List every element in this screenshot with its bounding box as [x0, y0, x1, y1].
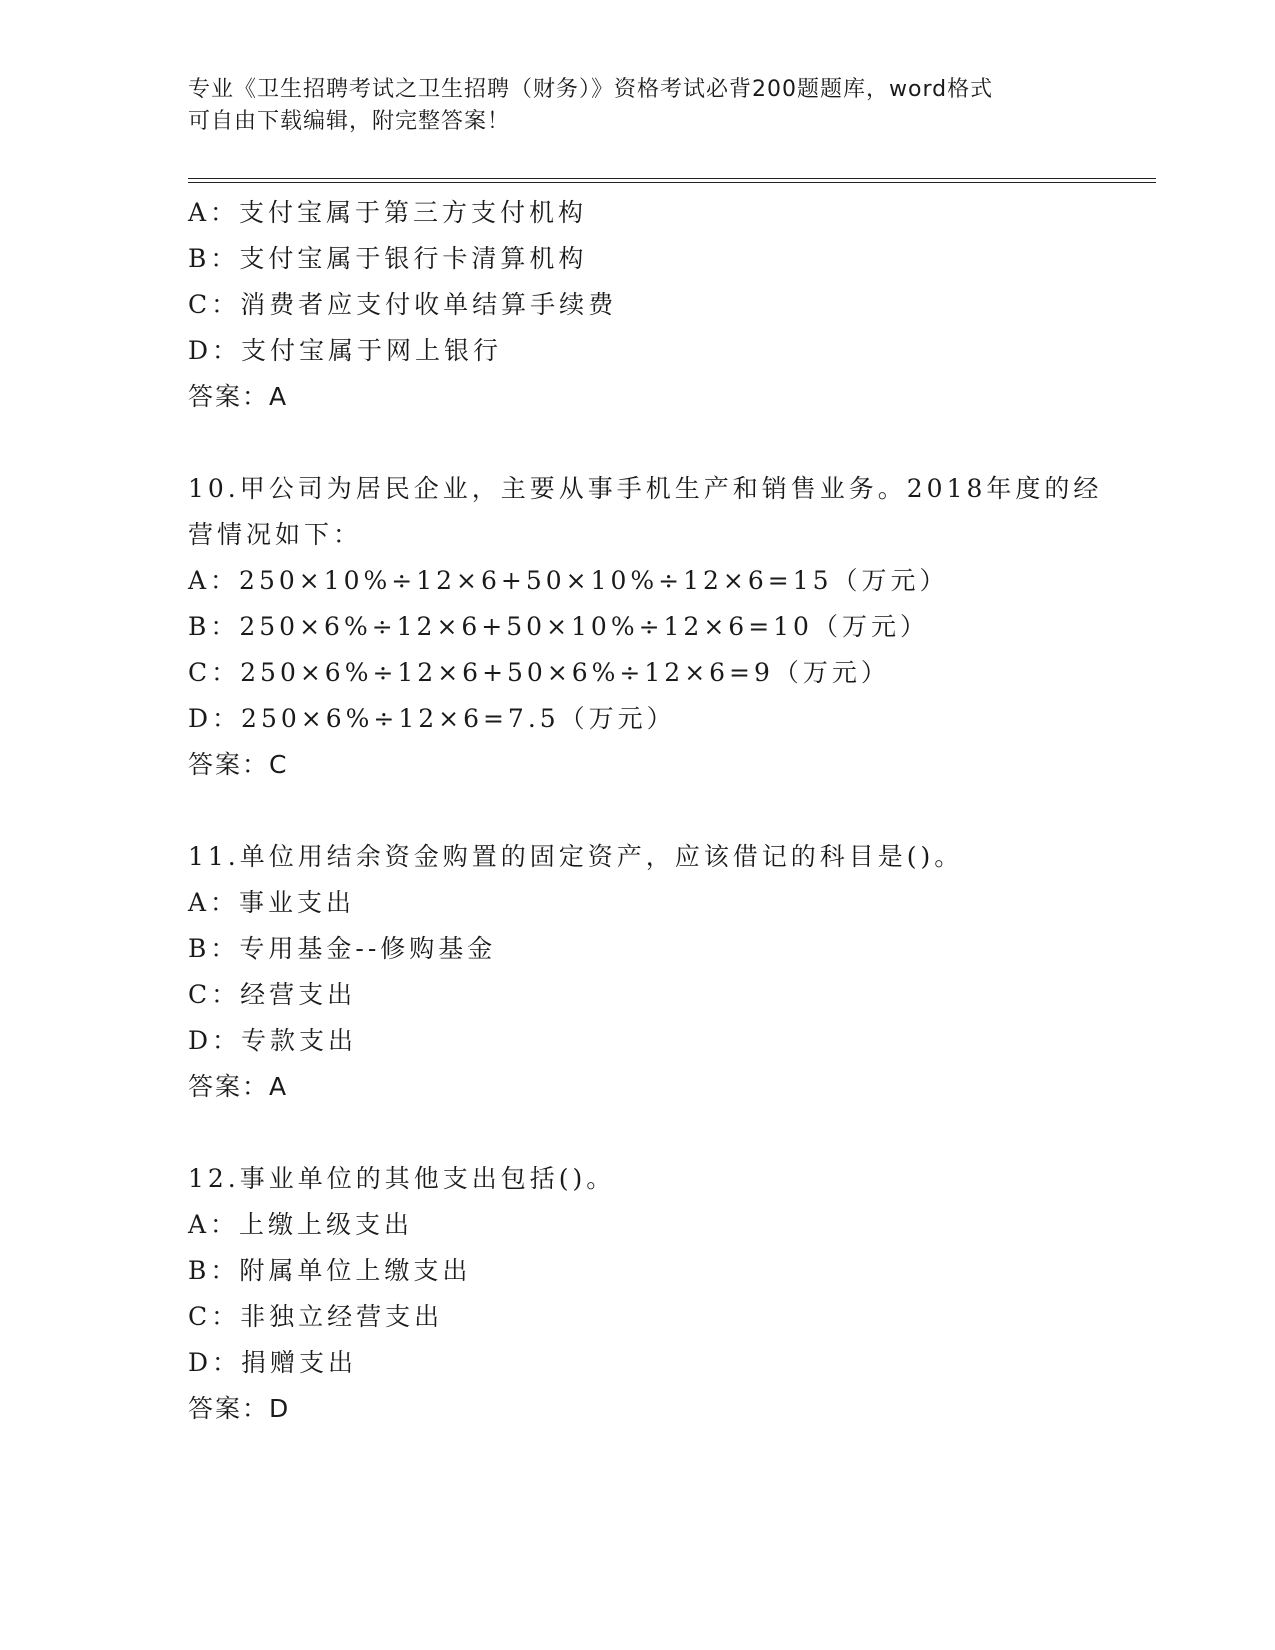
option-c: C：非独立经营支出 — [188, 1302, 444, 1331]
option-c: C：250×6%÷12×6+50×6%÷12×6=9（万元） — [188, 658, 890, 687]
option-a: A：支付宝属于第三方支付机构 — [188, 198, 588, 227]
option-a: A：事业支出 — [188, 888, 356, 917]
option-c: C：经营支出 — [188, 980, 357, 1009]
spacer — [188, 1110, 1148, 1156]
option-b: B：250×6%÷12×6+50×10%÷12×6=10（万元） — [188, 612, 929, 641]
question-12 — [188, 1156, 1148, 1432]
answer-line: 答案：A — [188, 1072, 289, 1101]
question-10 — [188, 466, 1148, 788]
question-text: 12.事业单位的其他支出包括()。 — [188, 1164, 616, 1193]
spacer — [188, 788, 1148, 834]
question-11 — [188, 834, 1148, 1110]
answer-line: 答案：A — [188, 382, 289, 411]
option-b: B：专用基金--修购基金 — [188, 934, 497, 963]
answer-line: 答案：D — [188, 1394, 291, 1423]
header-divider-top — [188, 178, 1156, 179]
question-list — [188, 190, 1148, 1432]
question-text: 11.单位用结余资金购置的固定资产，应该借记的科目是()。 — [188, 842, 964, 871]
option-a: A：上缴上级支出 — [188, 1210, 414, 1239]
document-header — [188, 74, 1088, 138]
option-d: D：250×6%÷12×6=7.5（万元） — [188, 704, 676, 733]
option-d: D：捐赠支出 — [188, 1348, 358, 1377]
option-c: C：消费者应支付收单结算手续费 — [188, 290, 618, 319]
answer-line: 答案：C — [188, 750, 289, 779]
header-line-2: 可自由下载编辑，附完整答案！ — [188, 109, 511, 134]
question-text-line-1: 10.甲公司为居民企业，主要从事手机生产和销售业务。2018年度的经 — [188, 474, 1103, 503]
option-b: B：附属单位上缴支出 — [188, 1256, 472, 1285]
option-d: D：支付宝属于网上银行 — [188, 336, 503, 365]
option-b: B：支付宝属于银行卡清算机构 — [188, 244, 588, 273]
header-line-1: 专业《卫生招聘考试之卫生招聘（财务）》资格考试必背200题题库，word格式 — [188, 77, 994, 102]
question-9 — [188, 190, 1148, 420]
spacer — [188, 420, 1148, 466]
header-divider-bottom — [188, 182, 1156, 183]
question-text-line-2: 营情况如下： — [188, 520, 363, 549]
option-d: D：专款支出 — [188, 1026, 358, 1055]
option-a: A：250×10%÷12×6+50×10%÷12×6=15（万元） — [188, 566, 949, 595]
